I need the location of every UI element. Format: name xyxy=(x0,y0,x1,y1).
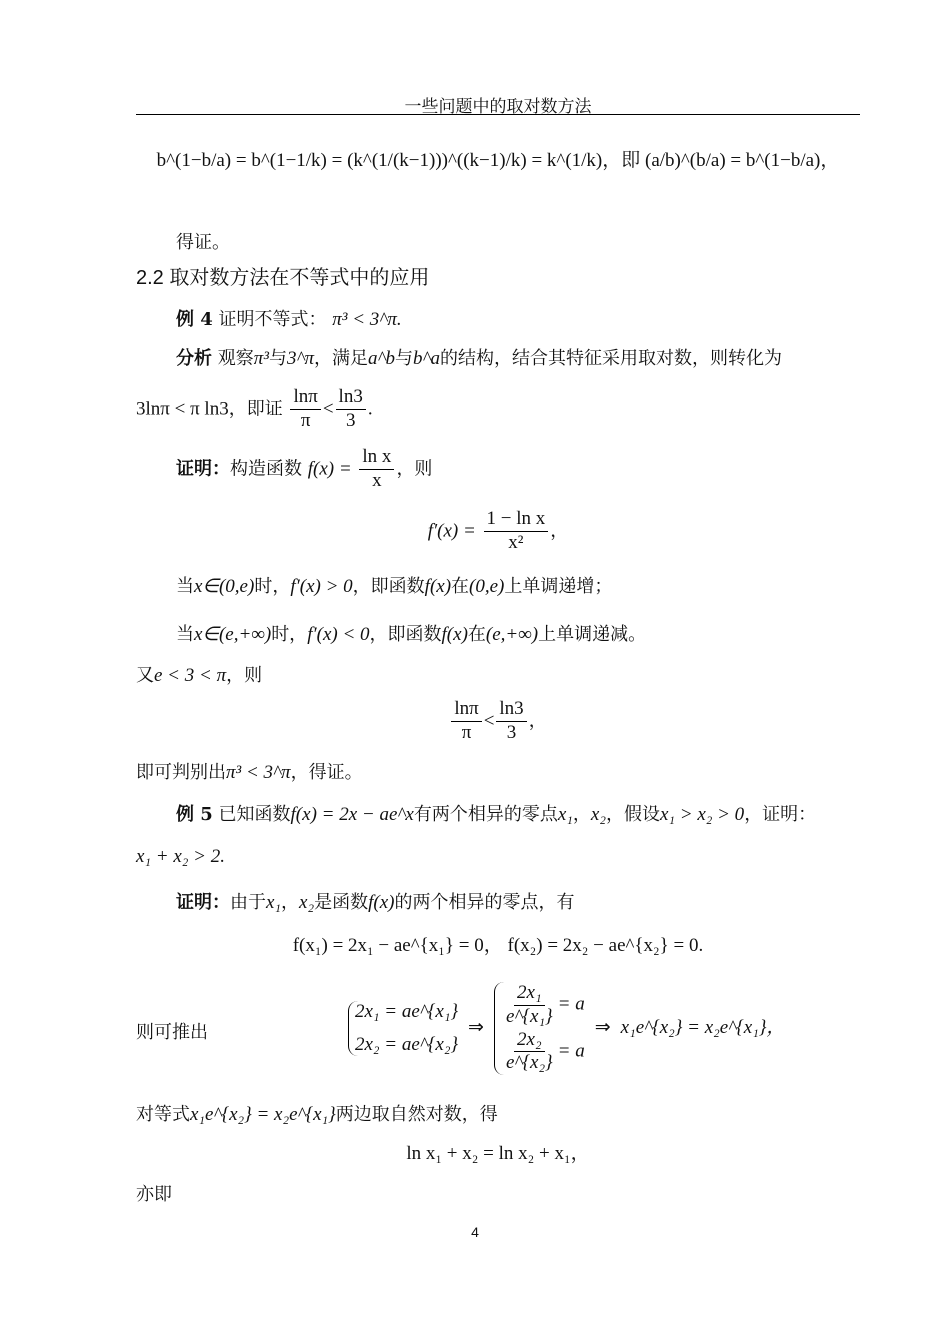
system-row: 2x₂ = ae^{x₂} xyxy=(355,1033,459,1055)
fraction xyxy=(359,446,394,493)
text: 在 xyxy=(451,576,470,597)
analysis-text: ，满足 xyxy=(314,348,368,369)
math: (e,+∞) xyxy=(485,624,539,645)
analysis-math: 3lnπ < π ln3 xyxy=(136,398,229,420)
text: 又 xyxy=(136,665,154,686)
example-label: 例 5 xyxy=(176,804,213,825)
fraction xyxy=(503,982,556,1029)
system-row xyxy=(501,982,585,1029)
function-def: f(x) = xyxy=(307,458,352,480)
numerator: 1 − ln x xyxy=(484,508,549,532)
fraction xyxy=(290,386,320,433)
text: 时， xyxy=(254,576,291,597)
proof-label: 证明： xyxy=(176,458,230,480)
text: 上单调递增； xyxy=(504,576,613,597)
also-line xyxy=(136,665,262,688)
example-text: 证明不等式： xyxy=(218,309,327,330)
math: x₁ xyxy=(557,804,573,825)
analysis-text: ，即证 xyxy=(228,398,283,420)
analysis-math: b^a xyxy=(413,348,441,369)
math: f′(x) > 0 xyxy=(290,576,353,597)
header-rule xyxy=(136,114,860,115)
system-2 xyxy=(494,982,585,1075)
math: x∈(0,e) xyxy=(194,576,255,597)
section-heading: 2.2 取对数方法在不等式中的应用 xyxy=(136,267,430,289)
analysis-math: 3^π xyxy=(286,348,314,369)
text: ，即函数 xyxy=(352,576,425,597)
math: x∈(e,+∞) xyxy=(194,624,272,645)
numerator: ln3 xyxy=(336,386,366,410)
math: π³ < 3^π xyxy=(226,762,291,783)
math: f(x) = 2x − ae^x xyxy=(290,804,414,825)
denominator: π xyxy=(461,721,472,743)
operator: < xyxy=(483,710,495,732)
text-desheng: 得证。 xyxy=(176,232,230,253)
text: 由于 xyxy=(230,892,266,913)
inequality-equation xyxy=(136,698,860,745)
analysis-label: 分析 xyxy=(176,348,212,369)
derive-label: 则可推出 xyxy=(136,1022,208,1043)
system-row xyxy=(501,1029,585,1076)
denominator: x² xyxy=(508,531,524,553)
example-5 xyxy=(176,804,816,827)
proof-label: 证明： xyxy=(176,892,230,913)
math: x₂ xyxy=(590,804,606,825)
fraction xyxy=(484,508,549,555)
text: 当 xyxy=(176,576,194,597)
system-row: 2x₁ = ae^{x₁} xyxy=(355,1000,459,1022)
derive-system xyxy=(348,982,785,1075)
implies-arrow: ⇒ xyxy=(468,1017,484,1039)
text: 即可判别出 xyxy=(136,762,226,783)
text: ， xyxy=(572,804,591,825)
numerator: 2x₂ xyxy=(514,1029,545,1053)
numerator: lnπ xyxy=(451,698,481,722)
log-equation: ln x₁ + x₂ = ln x₂ + x₁， xyxy=(406,1143,590,1164)
text: ，即函数 xyxy=(369,624,442,645)
derive-result: x₁e^{x₂} = x₂e^{x₁}， xyxy=(620,1017,786,1039)
denominator: x xyxy=(372,469,382,491)
analysis-text: 与 xyxy=(268,348,287,369)
example-5-line-2: x₁ + x₂ > 2. xyxy=(136,846,225,867)
denominator: e^{x₁} xyxy=(505,1005,553,1027)
text: 两边取自然对数，得 xyxy=(335,1104,498,1125)
proof-text: ，则 xyxy=(396,458,433,480)
text: 的两个相异的零点，有 xyxy=(394,892,575,913)
numerator: ln3 xyxy=(496,698,526,722)
numerator: lnπ xyxy=(290,386,320,410)
analysis-line-1 xyxy=(176,348,782,371)
text: ，证明： xyxy=(744,804,817,825)
analysis-line-2 xyxy=(136,386,373,433)
example-4 xyxy=(176,309,402,332)
punctuation: ， xyxy=(528,710,547,732)
math: x₂ xyxy=(299,892,315,913)
math: f(x) xyxy=(424,576,452,597)
running-header: 一些问题中的取对数方法 xyxy=(404,97,592,117)
punctuation: ， xyxy=(550,520,569,542)
page-number: 4 xyxy=(471,1224,479,1240)
text: ，得证。 xyxy=(290,762,363,783)
proof-text: 构造函数 xyxy=(230,458,302,480)
text: 在 xyxy=(467,624,486,645)
text: 有两个相异的零点 xyxy=(413,804,558,825)
monotonic-decreasing-line xyxy=(176,624,646,647)
analysis-math: π³ xyxy=(253,348,269,369)
text: ， xyxy=(281,892,300,913)
equation-top: b^(1−b/a) = b^(1−1/k) = (k^(1/(k−1)))^((k−1)/k) = k^(1/k)，即 (a/b)^(b/a) = b^(1−b/a)， xyxy=(156,150,840,171)
equals: = a xyxy=(557,1040,585,1062)
math: f(x) xyxy=(441,624,468,645)
fraction xyxy=(496,698,526,745)
math: x₁e^{x₂} = x₂e^{x₁} xyxy=(190,1104,336,1125)
analysis-text: 的结构，结合其特征采用取对数，则转化为 xyxy=(440,348,783,369)
math: f′(x) < 0 xyxy=(307,624,370,645)
fraction xyxy=(336,386,366,433)
math: f(x) xyxy=(368,892,395,913)
numerator: ln x xyxy=(359,446,394,470)
fraction xyxy=(451,698,481,745)
text: 对等式 xyxy=(136,1104,190,1125)
text: ，假设 xyxy=(605,804,660,825)
log-step-line xyxy=(136,1104,498,1127)
example-math: π³ < 3^π. xyxy=(332,309,402,330)
analysis-math: a^b xyxy=(368,348,396,369)
system-1 xyxy=(348,1001,458,1057)
operator: . xyxy=(367,398,373,420)
text: ，则 xyxy=(226,665,263,686)
math: (0,e) xyxy=(469,576,505,597)
zero-equations: f(x₁) = 2x₁ − ae^{x₁} = 0， f(x₂) = 2x₂ − ae^{x₂} = 0. xyxy=(292,935,704,956)
analysis-text: 与 xyxy=(395,348,414,369)
implies-arrow: ⇒ xyxy=(594,1017,611,1039)
math: x₁ xyxy=(266,892,282,913)
denominator: 3 xyxy=(345,409,356,431)
denominator: e^{x₂} xyxy=(505,1052,553,1074)
equals: = a xyxy=(557,993,585,1015)
derivative-lhs: f′(x) = xyxy=(427,520,476,542)
fraction xyxy=(503,1029,556,1076)
denominator: π xyxy=(300,409,311,431)
analysis-text: 观察 xyxy=(217,348,254,369)
conclude-line xyxy=(136,762,363,785)
proof-2-line xyxy=(176,892,574,915)
proof-1-line xyxy=(176,446,432,493)
text: 是函数 xyxy=(314,892,369,913)
denominator: 3 xyxy=(506,721,517,743)
operator: < xyxy=(322,398,334,420)
example-label: 例 4 xyxy=(176,309,213,330)
text: 时， xyxy=(271,624,308,645)
yiji-text: 亦即 xyxy=(136,1184,172,1205)
text: 已知函数 xyxy=(218,804,291,825)
derivative-equation xyxy=(136,508,860,555)
text: 当 xyxy=(176,624,194,645)
numerator: 2x₁ xyxy=(514,982,545,1006)
monotonic-increasing-line xyxy=(176,576,612,599)
math: e < 3 < π xyxy=(154,665,227,686)
math: x₁ > x₂ > 0 xyxy=(659,804,745,825)
text: 上单调递减。 xyxy=(538,624,647,645)
